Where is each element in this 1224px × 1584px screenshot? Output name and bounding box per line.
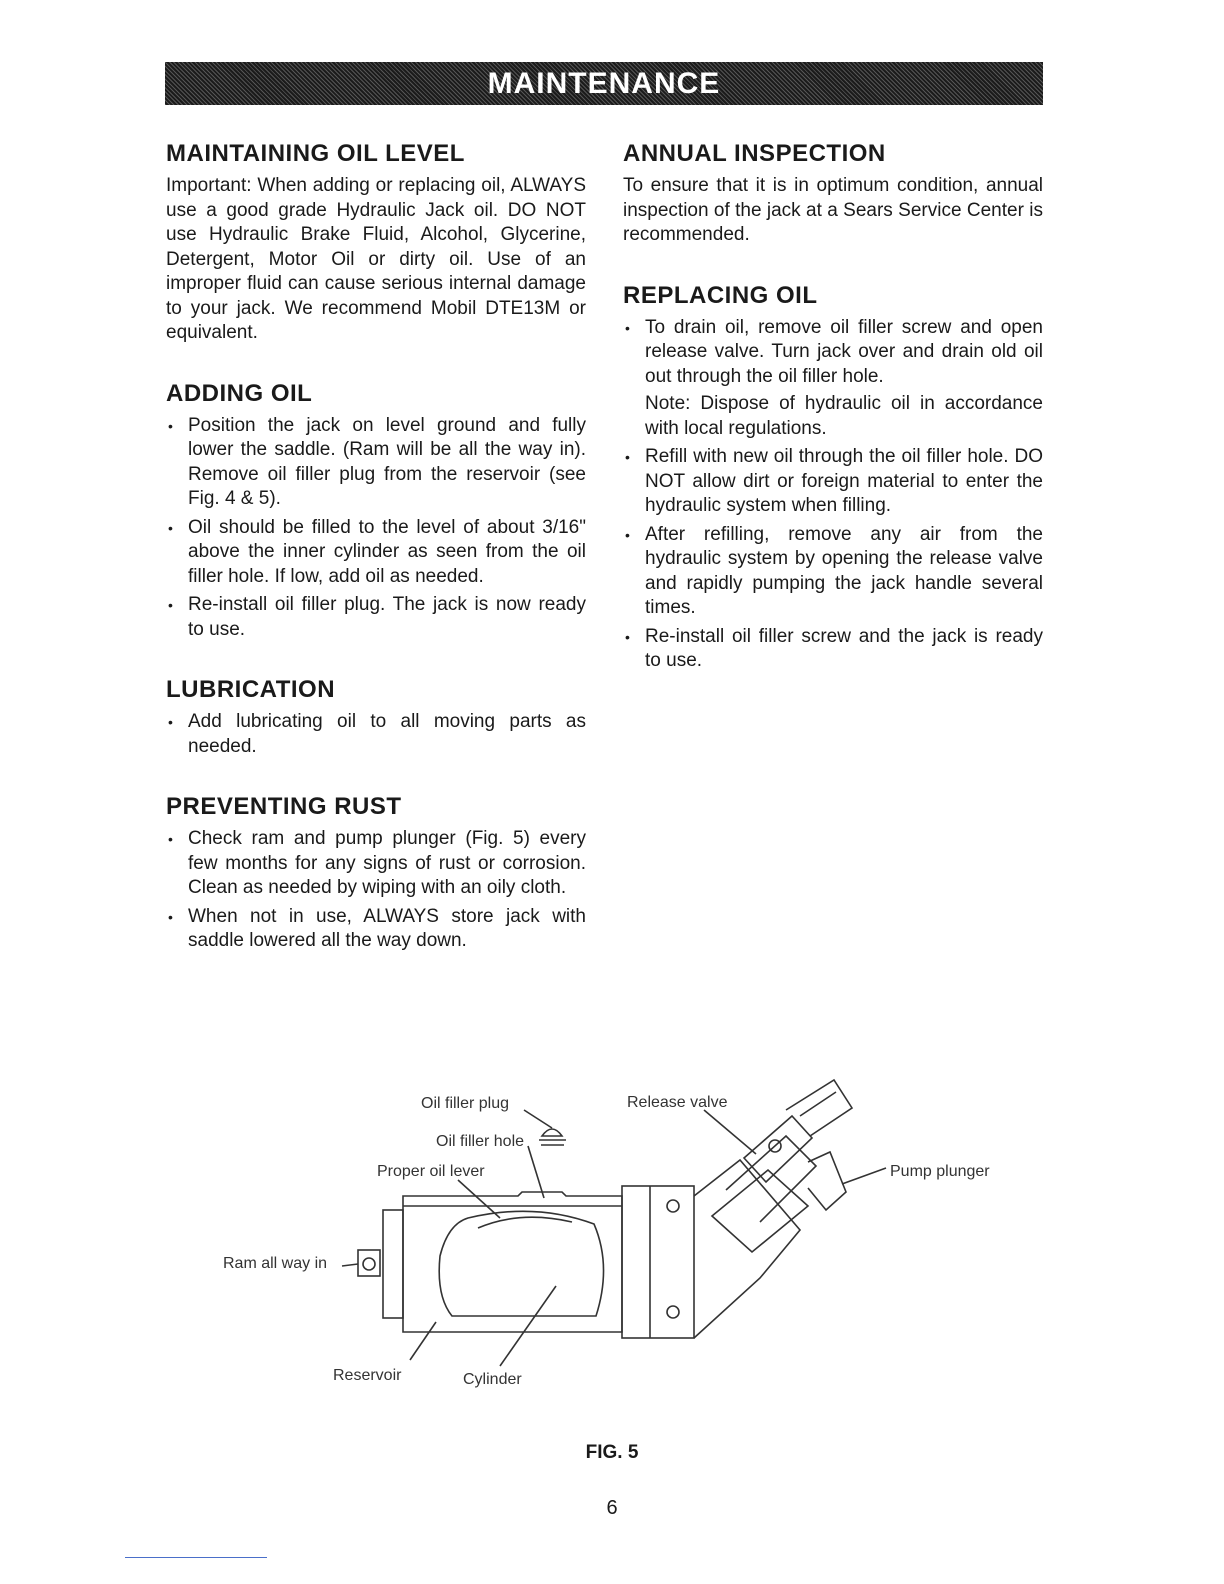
leader-cylinder (500, 1286, 556, 1366)
label-oil-filler-plug: Oil filler plug (421, 1095, 510, 1112)
heading-preventing-rust: PREVENTING RUST (166, 793, 402, 820)
section-adding-oil (166, 380, 586, 643)
right-column (623, 140, 1043, 708)
label-pump-plunger: Pump plunger (890, 1163, 990, 1180)
label-proper-oil-lever: Proper oil lever (377, 1163, 485, 1180)
banner-title: MAINTENANCE (487, 66, 721, 100)
footer-rule (125, 1557, 267, 1558)
label-release-valve: Release valve (627, 1094, 728, 1111)
bullet-icon: • (625, 628, 630, 645)
section-preventing-rust (166, 793, 586, 954)
list-item: • Refill with new oil through the oil filler hole. DO NOT allow dirt or foreign material to enter the hydraulic system when filling. (625, 446, 1043, 516)
list-item: • Re-install oil filler screw and the jack is ready to use. (625, 625, 1043, 671)
leader-oil-filler-hole (528, 1146, 544, 1198)
bullet-icon: • (625, 526, 630, 543)
left-column (166, 140, 586, 988)
lubrication-list (166, 710, 586, 759)
replacing-oil-list (623, 316, 1043, 674)
oil-level-mark (478, 1217, 572, 1228)
section-maintaining-oil-level (166, 140, 586, 346)
leader-release-valve (704, 1110, 756, 1154)
heading-lubrication: LUBRICATION (166, 676, 336, 703)
bullet-icon: • (168, 597, 173, 613)
heading-annual-inspection: ANNUAL INSPECTION (623, 140, 886, 167)
list-item: • Oil should be filled to the level of about 3/16" above the inner cylinder as seen from the oil filler hole. If low, add oil as needed. (168, 516, 586, 587)
reservoir-body (403, 1192, 622, 1332)
pump-plunger (712, 1170, 808, 1252)
pump-body (694, 1160, 800, 1338)
ram-stub (358, 1250, 380, 1276)
section-banner (165, 62, 1043, 105)
handle-socket (786, 1080, 852, 1136)
heading-replacing-oil: REPLACING OIL (623, 281, 818, 309)
handle-slot (800, 1092, 836, 1116)
pump-bracket (808, 1152, 846, 1210)
label-oil-filler-hole: Oil filler hole (436, 1133, 525, 1150)
disposal-note: Note: Dispose of hydraulic oil in accordance with local regulations. (645, 393, 1043, 439)
lower-bolt (667, 1306, 679, 1318)
inner-cylinder (439, 1211, 603, 1316)
annual-inspection-text: To ensure that it is in optimum condition, annual inspection of the jack at a Sears Service Center is recommended. (623, 175, 1043, 245)
rust-list (166, 827, 586, 954)
upper-bolt (667, 1200, 679, 1212)
bullet-icon: • (168, 831, 173, 847)
section-replacing-oil (623, 282, 1043, 674)
heading-maintaining-oil-level: MAINTAINING OIL LEVEL (166, 140, 465, 167)
bullet-icon: • (625, 319, 630, 336)
leader-oil-filler-plug (524, 1110, 552, 1128)
page-number: 6 (606, 1497, 618, 1519)
ram-head (383, 1210, 403, 1318)
oil-level-text: Important: When adding or replacing oil, ALWAYS use a good grade Hydraulic Jack oil. DO NOT use Hydraulic Brake Fluid, Alcohol, Glycerine, Detergent, Motor Oil or dirty oil. Use of an improper fluid can cause serious internal damage to your jack. We recommend Mobil DTE13M or equivalent. (166, 175, 586, 343)
figure-caption: FIG. 5 (585, 1442, 639, 1463)
section-lubrication (166, 676, 586, 759)
adding-oil-list (166, 414, 586, 643)
valve-pin (769, 1140, 781, 1152)
label-cylinder: Cylinder (463, 1371, 522, 1388)
list-item: • Re-install oil filler plug. The jack is now ready to use. (168, 594, 586, 640)
label-ram-all-way-in: Ram all way in (223, 1255, 328, 1272)
bullet-icon: • (168, 908, 173, 925)
bullet-icon: • (168, 417, 173, 434)
leader-reservoir (410, 1322, 436, 1360)
leader-ram (342, 1264, 358, 1266)
list-item: • Position the jack on level ground and fully lower the saddle. (Ram will be all the way in). Remove oil filler plug from the reservoir (see Fig. 4 & 5). (168, 414, 586, 509)
pump-housing (622, 1186, 694, 1338)
list-item: • Add lubricating oil to all moving parts as needed. (168, 711, 586, 757)
heading-adding-oil: ADDING OIL (166, 379, 313, 407)
bullet-icon: • (625, 449, 630, 465)
bullet-icon: • (168, 519, 173, 536)
plunger-link (726, 1136, 816, 1222)
list-item: • After refilling, remove any air from the hydraulic system by opening the release valve and rapidly pumping the jack handle several times. (625, 523, 1043, 618)
label-reservoir: Reservoir (333, 1367, 402, 1384)
section-annual-inspection (623, 140, 1043, 248)
list-item: • When not in use, ALWAYS store jack with saddle lowered all the way down. (168, 905, 586, 951)
release-valve (744, 1116, 812, 1182)
bullet-icon: • (168, 714, 173, 730)
filler-plug (542, 1129, 562, 1136)
ram-bolt (363, 1258, 375, 1270)
list-item: • To drain oil, remove oil filler screw and open release valve. Turn jack over and drain old oil out through the oil filler hole. Note: Dispose of hydraulic oil in accordance with local regulations. (623, 316, 1043, 442)
list-item: • Check ram and pump plunger (Fig. 5) every few months for any signs of rust or corrosion. Clean as needed by wiping with an oily cloth. (168, 828, 586, 898)
leader-proper-oil-lever (458, 1180, 500, 1218)
leader-pump-plunger (842, 1168, 886, 1184)
